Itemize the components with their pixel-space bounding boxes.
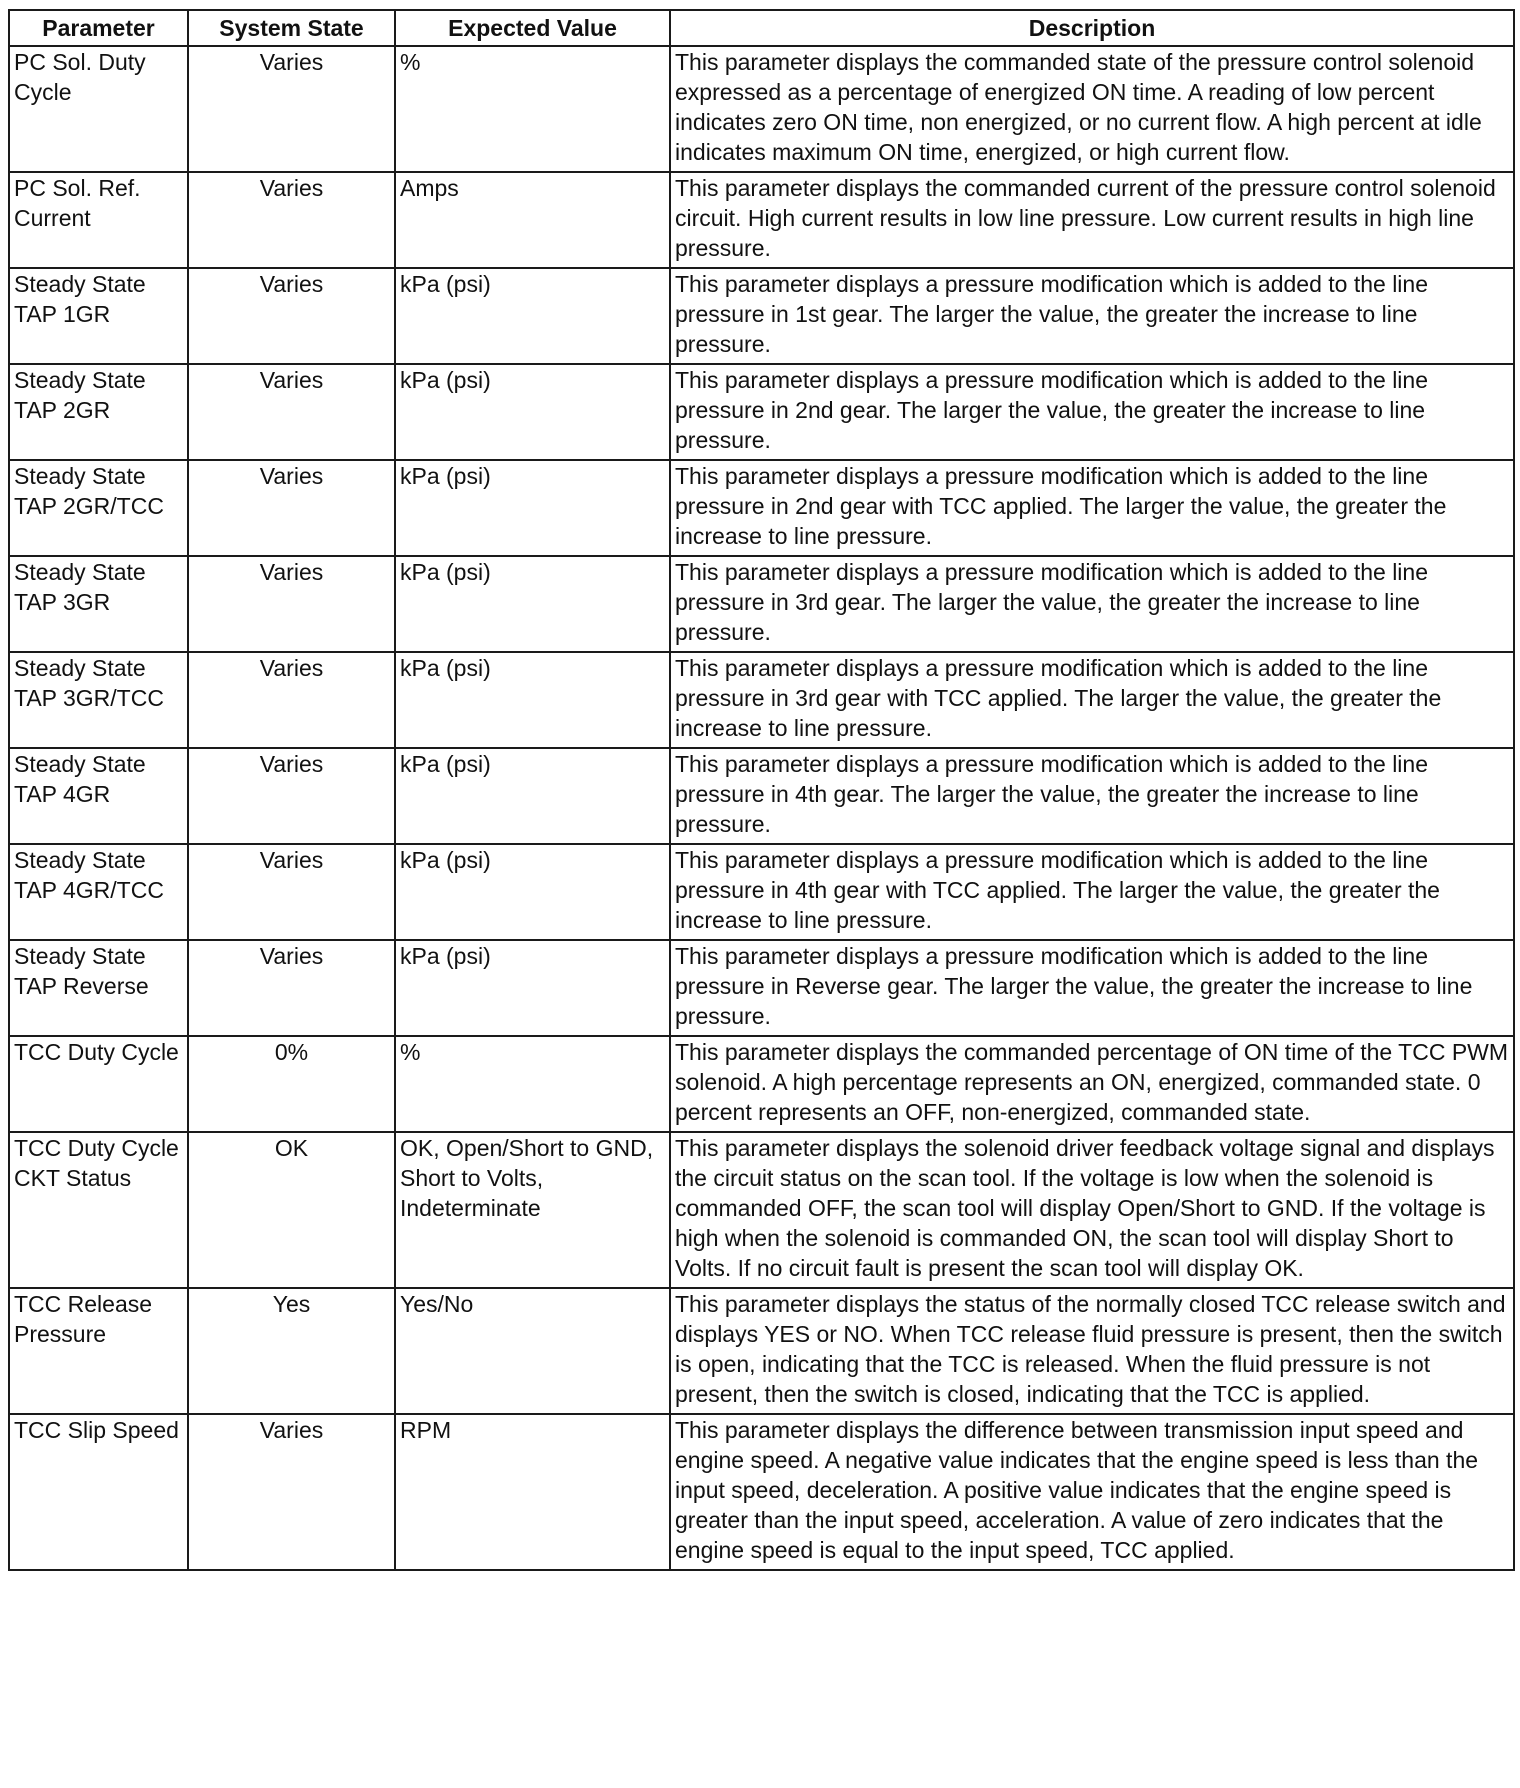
cell-parameter: Steady State TAP Reverse bbox=[9, 940, 188, 1036]
table-row bbox=[9, 1036, 1514, 1132]
cell-description: This parameter displays the status of the normally closed TCC release switch and displays YES or NO. When TCC release fluid pressure is present, then the switch is open, indicating that the TCC is released. When the fluid pressure is not present, then the switch is closed, indicating that the TCC is applied. bbox=[670, 1288, 1514, 1414]
cell-description: This parameter displays a pressure modification which is added to the line pressure in 2nd gear with TCC applied. The larger the value, the greater the increase to line pressure. bbox=[670, 460, 1514, 556]
parameter-table-container bbox=[8, 9, 1513, 1571]
cell-parameter: Steady State TAP 3GR/TCC bbox=[9, 652, 188, 748]
table-row bbox=[9, 1414, 1514, 1570]
cell-parameter: TCC Duty Cycle bbox=[9, 1036, 188, 1132]
cell-system-state: Varies bbox=[188, 1414, 395, 1570]
cell-expected-value: % bbox=[395, 46, 670, 172]
cell-description: This parameter displays a pressure modification which is added to the line pressure in 4th gear. The larger the value, the greater the increase to line pressure. bbox=[670, 748, 1514, 844]
table-body bbox=[9, 46, 1514, 1570]
cell-parameter: Steady State TAP 2GR bbox=[9, 364, 188, 460]
cell-parameter: Steady State TAP 1GR bbox=[9, 268, 188, 364]
cell-expected-value: Amps bbox=[395, 172, 670, 268]
table-row bbox=[9, 844, 1514, 940]
cell-parameter: Steady State TAP 2GR/TCC bbox=[9, 460, 188, 556]
cell-description: This parameter displays a pressure modification which is added to the line pressure in 3rd gear with TCC applied. The larger the value, the greater the increase to line pressure. bbox=[670, 652, 1514, 748]
cell-system-state: OK bbox=[188, 1132, 395, 1288]
cell-description: This parameter displays a pressure modification which is added to the line pressure in 1st gear. The larger the value, the greater the increase to line pressure. bbox=[670, 268, 1514, 364]
header-description: Description bbox=[670, 10, 1514, 46]
cell-system-state: Varies bbox=[188, 652, 395, 748]
table-header bbox=[9, 10, 1514, 46]
cell-parameter: PC Sol. Ref. Current bbox=[9, 172, 188, 268]
table-row bbox=[9, 940, 1514, 1036]
cell-expected-value: RPM bbox=[395, 1414, 670, 1570]
header-parameter: Parameter bbox=[9, 10, 188, 46]
header-expected-value: Expected Value bbox=[395, 10, 670, 46]
table-row bbox=[9, 46, 1514, 172]
cell-expected-value: kPa (psi) bbox=[395, 268, 670, 364]
table-row bbox=[9, 1288, 1514, 1414]
cell-system-state: 0% bbox=[188, 1036, 395, 1132]
table-row bbox=[9, 748, 1514, 844]
cell-parameter: TCC Slip Speed bbox=[9, 1414, 188, 1570]
cell-parameter: Steady State TAP 3GR bbox=[9, 556, 188, 652]
cell-system-state: Varies bbox=[188, 556, 395, 652]
cell-description: This parameter displays the commanded current of the pressure control solenoid circuit. High current results in low line pressure. Low current results in high line pressure. bbox=[670, 172, 1514, 268]
cell-system-state: Varies bbox=[188, 748, 395, 844]
cell-expected-value: kPa (psi) bbox=[395, 460, 670, 556]
cell-parameter: TCC Duty Cycle CKT Status bbox=[9, 1132, 188, 1288]
cell-parameter: Steady State TAP 4GR/TCC bbox=[9, 844, 188, 940]
table-row bbox=[9, 1132, 1514, 1288]
cell-parameter: Steady State TAP 4GR bbox=[9, 748, 188, 844]
cell-system-state: Varies bbox=[188, 46, 395, 172]
table-row bbox=[9, 652, 1514, 748]
cell-expected-value: % bbox=[395, 1036, 670, 1132]
cell-system-state: Yes bbox=[188, 1288, 395, 1414]
cell-system-state: Varies bbox=[188, 364, 395, 460]
cell-parameter: TCC Release Pressure bbox=[9, 1288, 188, 1414]
cell-description: This parameter displays the solenoid driver feedback voltage signal and displays the circuit status on the scan tool. If the voltage is low when the solenoid is commanded OFF, the scan tool will display Open/Short to GND. If the voltage is high when the solenoid is commanded ON, the scan tool will display Short to Volts. If no circuit fault is present the scan tool will display OK. bbox=[670, 1132, 1514, 1288]
cell-description: This parameter displays the commanded percentage of ON time of the TCC PWM solenoid. A high percentage represents an ON, energized, commanded state. 0 percent represents an OFF, non-energized, commanded state. bbox=[670, 1036, 1514, 1132]
cell-expected-value: kPa (psi) bbox=[395, 556, 670, 652]
table-row bbox=[9, 268, 1514, 364]
cell-expected-value: kPa (psi) bbox=[395, 652, 670, 748]
cell-description: This parameter displays a pressure modification which is added to the line pressure in 2nd gear. The larger the value, the greater the increase to line pressure. bbox=[670, 364, 1514, 460]
cell-expected-value: kPa (psi) bbox=[395, 844, 670, 940]
cell-expected-value: kPa (psi) bbox=[395, 940, 670, 1036]
cell-expected-value: Yes/No bbox=[395, 1288, 670, 1414]
cell-parameter: PC Sol. Duty Cycle bbox=[9, 46, 188, 172]
cell-system-state: Varies bbox=[188, 172, 395, 268]
cell-system-state: Varies bbox=[188, 940, 395, 1036]
table-row bbox=[9, 172, 1514, 268]
cell-description: This parameter displays a pressure modification which is added to the line pressure in Reverse gear. The larger the value, the greater the increase to line pressure. bbox=[670, 940, 1514, 1036]
cell-description: This parameter displays a pressure modification which is added to the line pressure in 3rd gear. The larger the value, the greater the increase to line pressure. bbox=[670, 556, 1514, 652]
table-row bbox=[9, 364, 1514, 460]
cell-expected-value: OK, Open/Short to GND, Short to Volts, Indeterminate bbox=[395, 1132, 670, 1288]
table-row bbox=[9, 460, 1514, 556]
cell-system-state: Varies bbox=[188, 268, 395, 364]
cell-description: This parameter displays a pressure modification which is added to the line pressure in 4th gear with TCC applied. The larger the value, the greater the increase to line pressure. bbox=[670, 844, 1514, 940]
parameter-table bbox=[8, 9, 1515, 1571]
cell-description: This parameter displays the difference between transmission input speed and engine speed. A negative value indicates that the engine speed is less than the input speed, deceleration. A positive value indicates that the engine speed is greater than the input speed, acceleration. A value of zero indicates that the engine speed is equal to the input speed, TCC applied. bbox=[670, 1414, 1514, 1570]
cell-system-state: Varies bbox=[188, 844, 395, 940]
header-row bbox=[9, 10, 1514, 46]
cell-system-state: Varies bbox=[188, 460, 395, 556]
cell-expected-value: kPa (psi) bbox=[395, 364, 670, 460]
table-row bbox=[9, 556, 1514, 652]
header-system-state: System State bbox=[188, 10, 395, 46]
cell-expected-value: kPa (psi) bbox=[395, 748, 670, 844]
cell-description: This parameter displays the commanded state of the pressure control solenoid expressed as a percentage of energized ON time. A reading of low percent indicates zero ON time, non energized, or no current flow. A high percent at idle indicates maximum ON time, energized, or high current flow. bbox=[670, 46, 1514, 172]
